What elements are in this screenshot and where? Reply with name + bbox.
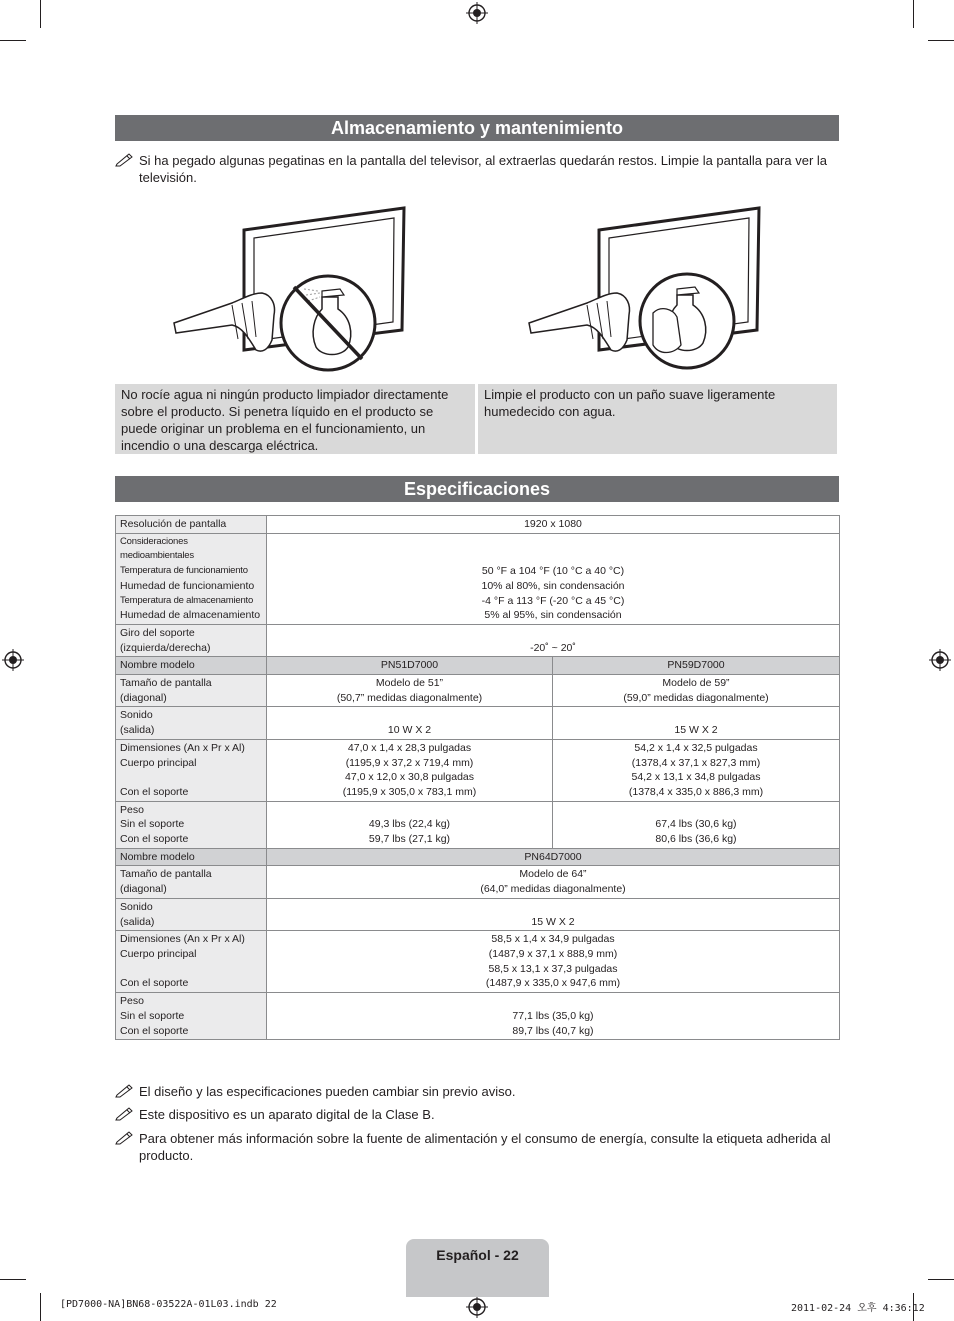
spec-value-line: 54,2 x 1,4 x 32,5 pulgadas xyxy=(634,741,758,754)
spec-value-line: (64,0” medidas diagonalmente) xyxy=(480,883,626,896)
registration-mark-icon xyxy=(466,2,488,24)
spec-label-line: (izquierda/derecha) xyxy=(120,641,211,654)
spec-label-line: Cuerpo principal xyxy=(120,947,197,960)
spec-value-line: 10% al 80%, sin condensación xyxy=(481,579,625,592)
spec-value-line: (59,0” medidas diagonalmente) xyxy=(623,691,769,704)
crop-mark xyxy=(928,40,954,41)
spec-label-line: Consideraciones medioambientales xyxy=(120,535,194,562)
spec-label-line: Temperatura de funcionamiento xyxy=(120,565,248,577)
spec-value xyxy=(267,533,840,624)
spec-value xyxy=(267,931,840,993)
spec-label: Nombre modelo xyxy=(116,657,267,675)
spec-label: Resolución de pantalla xyxy=(116,516,267,534)
registration-mark-icon xyxy=(2,649,24,671)
spec-label-line xyxy=(120,770,262,785)
spec-label-line: (diagonal) xyxy=(120,691,167,704)
pencil-note-icon xyxy=(115,1129,135,1145)
table-row xyxy=(116,801,840,848)
spec-note-text: Este dispositivo es un aparato digital de la Clase B. xyxy=(139,1107,435,1122)
spec-label-line: Sonido xyxy=(120,900,153,913)
footer-timestamp: 2011-02-24 오후 4:36:12 xyxy=(791,1303,925,1314)
spec-value xyxy=(267,993,840,1040)
spec-value-line: Modelo de 64” xyxy=(519,868,587,881)
table-row xyxy=(116,739,840,801)
spec-label-line: Cuerpo principal xyxy=(120,756,197,769)
spec-note xyxy=(115,1130,839,1164)
table-row xyxy=(116,675,840,707)
footer-file-info: [PD7000-NA]BN68-03522A-01L03.indb 22 xyxy=(60,1299,277,1310)
spec-label-line: Humedad de funcionamiento xyxy=(120,579,255,592)
crop-mark xyxy=(928,1279,954,1280)
spec-value-line: 47,0 x 1,4 x 28,3 pulgadas xyxy=(347,741,472,754)
spec-value: 1920 x 1080 xyxy=(267,516,840,534)
spec-label xyxy=(116,866,267,898)
spec-label-line: Sonido xyxy=(120,709,153,722)
spec-label xyxy=(116,993,267,1040)
spec-label-line: Dimensiones (An x Pr x Al) xyxy=(120,741,245,754)
spec-value-line: 58,5 x 13,1 x 37,3 pulgadas xyxy=(488,962,618,975)
spec-label-line: Peso xyxy=(120,803,144,816)
spec-value-line: 47,0 x 12,0 x 30,8 pulgadas xyxy=(344,771,474,784)
spec-value-line: 49,3 lbs (22,4 kg) xyxy=(368,818,451,831)
spec-value-line: (1195,9 x 37,2 x 719,4 mm) xyxy=(345,756,474,769)
spec-value xyxy=(553,801,840,848)
registration-mark-icon xyxy=(929,649,951,671)
table-row xyxy=(116,931,840,993)
spec-label-line: Con el soporte xyxy=(120,785,189,798)
spec-value-line: (50,7” medidas diagonalmente) xyxy=(336,691,483,704)
spec-label-line: (salida) xyxy=(120,915,155,928)
registration-mark-icon xyxy=(466,1296,488,1318)
page-number-tab: Español - 22 xyxy=(406,1239,549,1297)
spray-cloth-icon xyxy=(527,205,763,375)
spec-value-line: (1487,9 x 37,1 x 888,9 mm) xyxy=(488,947,618,960)
spec-note xyxy=(115,1106,839,1123)
spec-value-line: 67,4 lbs (30,6 kg) xyxy=(655,818,737,831)
spec-label-line: Con el soporte xyxy=(120,1024,189,1037)
table-row xyxy=(116,848,840,866)
crop-mark xyxy=(40,1293,41,1321)
spec-label-line: (diagonal) xyxy=(120,883,167,896)
spec-label-line: Tamaño de pantalla xyxy=(120,868,212,881)
spec-label-line: Tamaño de pantalla xyxy=(120,677,212,690)
spec-value xyxy=(267,739,553,801)
spec-value-line: Modelo de 59” xyxy=(662,677,730,690)
spec-label xyxy=(116,801,267,848)
spec-label xyxy=(116,931,267,993)
spec-label-line: Sin el soporte xyxy=(120,818,185,831)
pencil-note-icon xyxy=(115,151,135,167)
spec-value: 15 W X 2 xyxy=(553,707,840,739)
spec-value-line: 58,5 x 1,4 x 34,9 pulgadas xyxy=(491,933,615,946)
spec-label-line: Dimensiones (An x Pr x Al) xyxy=(120,933,245,946)
table-row xyxy=(116,707,840,739)
spec-label xyxy=(116,533,267,624)
spec-label-line: Con el soporte xyxy=(120,833,189,846)
spec-value xyxy=(553,739,840,801)
spec-value xyxy=(267,675,553,707)
caption-no-spray: No rocíe agua ni ningún producto limpiador directamente sobre el producto. Si penetra líquido en el producto se puede originar un problema en el funcionamiento, un incendio o una descarga eléctrica. xyxy=(115,384,475,454)
spec-label xyxy=(116,707,267,739)
spec-value-line: Modelo de 51” xyxy=(375,677,444,690)
spec-value-line: 50 °F a 104 °F (10 °C a 40 °C) xyxy=(481,565,625,578)
spec-value xyxy=(267,801,553,848)
spec-value-line: 54,2 x 13,1 x 34,8 pulgadas xyxy=(631,771,761,784)
spec-note xyxy=(115,1083,839,1100)
spec-value-line: (1487,9 x 335,0 x 947,6 mm) xyxy=(485,977,621,990)
spec-value-line: (1378,4 x 335,0 x 886,3 mm) xyxy=(628,785,764,798)
table-row xyxy=(116,993,840,1040)
table-row xyxy=(116,533,840,624)
spec-label-line: Peso xyxy=(120,995,144,1008)
spec-label xyxy=(116,739,267,801)
spec-value xyxy=(267,866,840,898)
table-row xyxy=(116,866,840,898)
spec-label-line: Con el soporte xyxy=(120,977,189,990)
storage-section-title: Almacenamiento y mantenimiento xyxy=(115,115,839,141)
no-spray-icon xyxy=(172,205,408,375)
spec-value-line: 5% al 95%, sin condensación xyxy=(484,609,622,622)
caption-clean-cloth: Limpie el producto con un paño suave ligeramente humedecido con agua. xyxy=(478,384,837,454)
storage-note-text: Si ha pegado algunas pegatinas en la pantalla del televisor, al extraerlas quedarán restos. Limpie la pantalla para ver la televisión. xyxy=(139,153,828,185)
table-row xyxy=(116,657,840,675)
crop-mark xyxy=(0,1279,26,1280)
spec-value: -20˚ ~ 20˚ xyxy=(267,624,840,656)
pencil-note-icon xyxy=(115,1105,135,1121)
model-name: PN59D7000 xyxy=(553,657,840,675)
crop-mark xyxy=(913,0,914,28)
spec-value-line: (1195,9 x 305,0 x 783,1 mm) xyxy=(342,785,477,798)
spec-label-line: Giro del soporte xyxy=(120,626,195,639)
spec-label xyxy=(116,898,267,930)
specs-section-title: Especificaciones xyxy=(115,476,839,502)
spec-value-line: 89,7 lbs (40,7 kg) xyxy=(512,1024,594,1037)
spec-value-line: 77,1 lbs (35,0 kg) xyxy=(512,1009,594,1022)
spec-value-line: 80,6 lbs (36,6 kg) xyxy=(655,833,737,846)
spec-note-text: El diseño y las especificaciones pueden cambiar sin previo aviso. xyxy=(139,1084,516,1099)
spec-value: 10 W X 2 xyxy=(267,707,553,739)
spec-value-line: 59,7 lbs (27,1 kg) xyxy=(368,833,451,846)
pencil-note-icon xyxy=(115,1082,135,1098)
crop-mark xyxy=(40,0,41,28)
spec-label-line: Temperatura de almacenamiento xyxy=(120,594,254,606)
spec-label-line: Humedad de almacenamiento xyxy=(120,609,261,622)
spec-label xyxy=(116,624,267,656)
table-row xyxy=(116,898,840,930)
specifications-table xyxy=(115,515,840,1040)
spec-value-line: -4 °F a 113 °F (-20 °C a 45 °C) xyxy=(481,594,625,607)
spec-label-line: Sin el soporte xyxy=(120,1009,185,1022)
spec-label xyxy=(116,675,267,707)
storage-note xyxy=(115,152,839,186)
spec-note-text: Para obtener más información sobre la fuente de alimentación y el consumo de energía, consulte la etiqueta adherida al producto. xyxy=(139,1131,831,1163)
spec-value-line: (1378,4 x 37,1 x 827,3 mm) xyxy=(631,756,761,769)
spec-value xyxy=(553,675,840,707)
spec-label-line: (salida) xyxy=(120,724,155,737)
table-row xyxy=(116,624,840,656)
crop-mark xyxy=(0,40,26,41)
model-name: PN51D7000 xyxy=(267,657,553,675)
spec-value: 15 W X 2 xyxy=(267,898,840,930)
spec-label: Nombre modelo xyxy=(116,848,267,866)
model-name: PN64D7000 xyxy=(267,848,840,866)
spec-label-line xyxy=(120,962,262,977)
table-row xyxy=(116,516,840,534)
